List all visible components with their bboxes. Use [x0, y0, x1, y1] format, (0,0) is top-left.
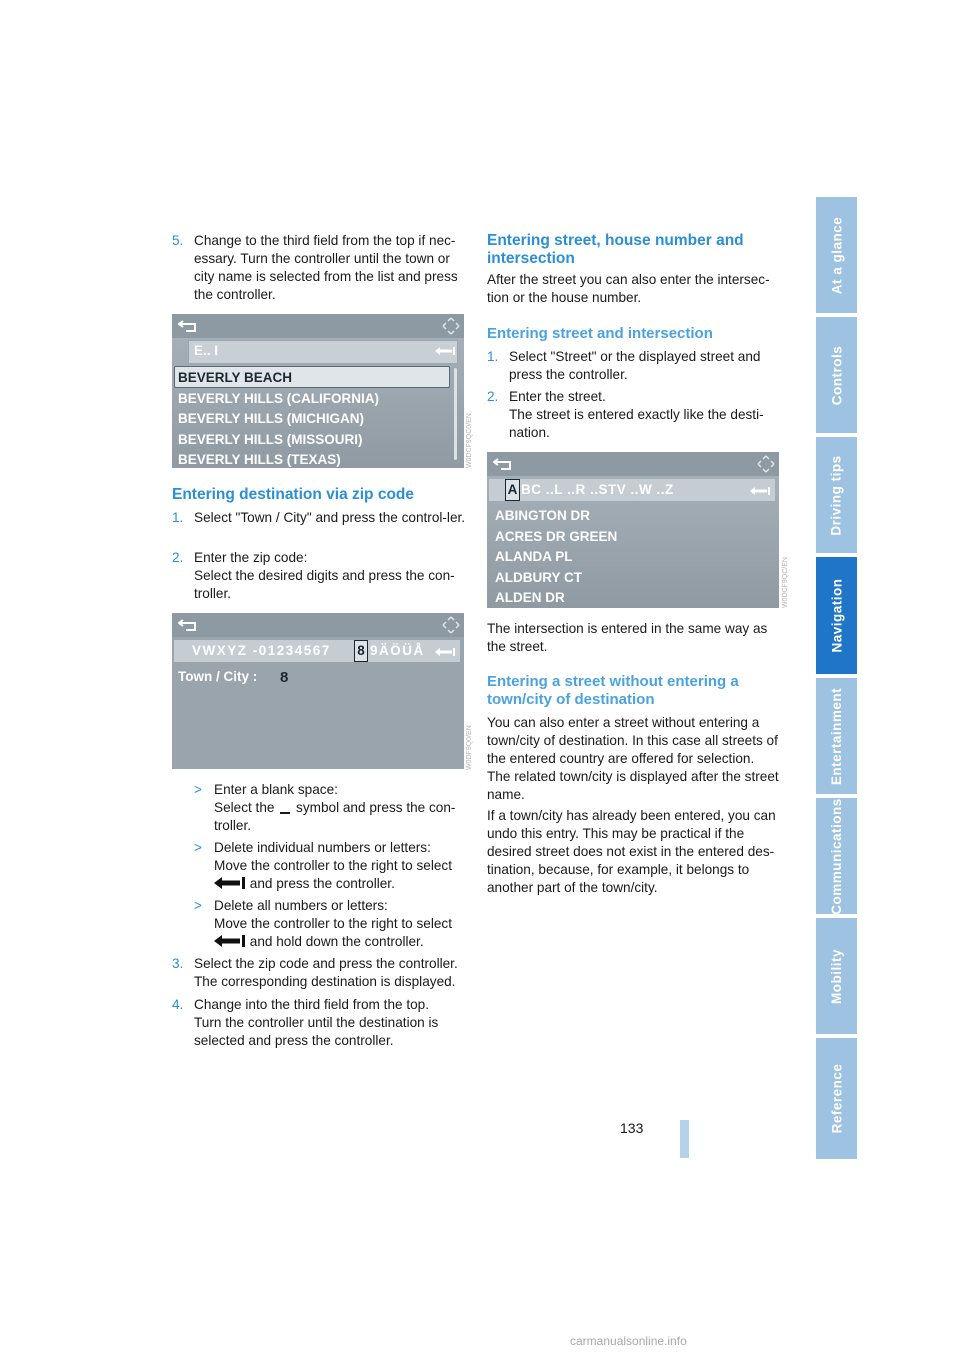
tab-navigation[interactable]: Navigation — [816, 557, 857, 674]
city-list-item[interactable]: BEVERLY HILLS (MICHIGAN) — [178, 411, 365, 426]
city-list-item[interactable]: BEVERLY BEACH — [178, 370, 293, 385]
controller-icon — [757, 455, 775, 473]
screen-top-bar — [487, 452, 779, 476]
street-intro: After the street you can also enter the intersec-tion or the house number. — [487, 272, 770, 305]
paragraph-2: If a town/city has already been entered, you can undo this entry. This may be practical if the desired street does not exist in the entered des-tination, because, for example, it belongs to another part of the town/city. — [487, 808, 776, 895]
city-list-item[interactable]: BEVERLY HILLS (TEXAS) — [178, 452, 341, 467]
step-number: 4. — [172, 997, 184, 1012]
bullet-mark: > — [194, 782, 202, 797]
bullet-mark: > — [194, 840, 202, 855]
step-line: The corresponding destination is displayed. — [194, 974, 456, 989]
bullet-line: Delete individual numbers or letters: — [214, 840, 431, 855]
screen-top-bar — [172, 314, 464, 338]
step-line: Change into the third field from the top. — [194, 997, 430, 1012]
step-line: Enter the zip code: — [194, 550, 308, 565]
zip-step-3 — [172, 955, 468, 991]
step-text: Select "Town / City" and press the control-ler. — [194, 510, 466, 525]
street-list-item[interactable]: ABINGTON DR — [495, 508, 591, 523]
entry-field — [188, 340, 458, 364]
street-step-2 — [487, 388, 781, 442]
screen-top-bar — [172, 613, 464, 637]
step-number: 5. — [172, 233, 184, 248]
street-list-item[interactable]: ALDBURY CT — [495, 569, 582, 585]
bullet-line: Move the controller to the right to select — [214, 858, 453, 873]
bullet-line: and hold down the controller. — [214, 933, 468, 951]
heading-street: Entering street, house number and intersection — [487, 232, 744, 267]
bullet-delete-individual — [194, 839, 468, 893]
step-text: Select "Street" or the displayed street and press the controller. — [509, 349, 761, 382]
step-number: 1. — [172, 510, 184, 525]
screenshot-city-list — [172, 314, 464, 468]
step-line: Select the desired digits and press the con-troller. — [194, 568, 455, 601]
step-number: 3. — [172, 956, 184, 971]
city-list-item[interactable]: BEVERLY HILLS (MISSOURI) — [178, 431, 363, 447]
step-line: Enter the street. — [509, 389, 606, 404]
bullet-mark: > — [194, 898, 202, 913]
entry-text: E.. I — [194, 343, 219, 358]
speller-characters[interactable]: BC ..L ..R ..STV ..W ..Z — [521, 482, 674, 497]
screenshot-zip-entry — [172, 613, 464, 769]
step-line: Select the zip code and press the controller. — [194, 956, 458, 971]
delete-arrow-icon — [214, 877, 246, 889]
bullet-blank-space — [194, 781, 468, 835]
street-list-item[interactable]: ALDEN DR — [495, 590, 565, 605]
controller-icon — [442, 616, 460, 634]
back-arrow-icon — [178, 618, 198, 632]
controller-icon — [442, 317, 460, 335]
screenshot-street-list — [487, 452, 779, 608]
step-line: Turn the controller until the destination is selected and press the controller. — [194, 1015, 439, 1048]
heading-zip: Entering destination via zip code — [172, 486, 415, 503]
tab-at-a-glance[interactable]: At a glance — [816, 197, 857, 313]
street-list-item[interactable]: ACRES DR GREEN — [495, 528, 618, 544]
tab-controls[interactable]: Controls — [816, 317, 857, 433]
step-5 — [172, 232, 468, 304]
paragraph-1: You can also enter a street without entering a town/city of destination. In this case all streets of the entered country are offered for selection. The related town/city is displayed after the street name. — [487, 715, 779, 802]
intersection-note: The intersection is entered in the same way as the street. — [487, 621, 768, 654]
selected-character[interactable]: 8 — [354, 640, 368, 662]
step-number: 2. — [172, 550, 184, 565]
scrollbar[interactable] — [454, 368, 457, 460]
image-code: W0DCF9QC0/EN — [466, 413, 473, 468]
street-list-item[interactable]: ALANDA PL — [495, 549, 573, 564]
bullet-delete-all — [194, 897, 468, 951]
bullet-line: Delete all numbers or letters: — [214, 898, 388, 913]
delete-arrow-icon — [214, 935, 246, 947]
field-value: 8 — [280, 669, 289, 686]
page-number: 133 — [620, 1120, 644, 1136]
footer-watermark: carmanualsonline.info — [570, 1334, 687, 1348]
underscore-icon — [280, 812, 290, 814]
zip-step-2 — [172, 549, 468, 603]
image-code: W0DF9Q0/EN — [466, 725, 473, 770]
bullet-line: Move the controller to the right to select — [214, 916, 453, 931]
step-line: The street is entered exactly like the desti-nation. — [509, 407, 764, 440]
speller-characters-rest[interactable]: 9ÄÖÜÅ — [370, 643, 425, 658]
bullet-line: Select the symbol and press the con-troller. — [214, 800, 456, 833]
tab-reference[interactable]: Reference — [816, 1038, 857, 1159]
tab-mobility[interactable]: Mobility — [816, 918, 857, 1034]
bullet-line: Enter a blank space: — [214, 782, 338, 797]
bullet-line: and press the controller. — [214, 875, 468, 893]
back-arrow-icon — [493, 457, 513, 471]
step-number: 1. — [487, 349, 499, 364]
tab-communications[interactable]: Communications — [816, 798, 857, 914]
image-code: W0DCF9QC/EN — [782, 557, 789, 608]
delete-arrow-icon — [434, 647, 456, 657]
street-step-1 — [487, 348, 781, 384]
step-number: 2. — [487, 389, 499, 404]
step-text: Change to the third field from the top if nec-essary. Turn the controller until the town or city name is selected from the list and press the controller. — [194, 233, 458, 302]
subheading-street-without-town: Entering a street without entering a town/city of destination — [487, 673, 739, 708]
tab-entertainment[interactable]: Entertainment — [816, 678, 857, 794]
delete-arrow-icon — [434, 346, 456, 356]
selected-character[interactable]: A — [505, 479, 520, 501]
delete-arrow-icon — [749, 486, 771, 496]
zip-step-4 — [172, 996, 468, 1050]
back-arrow-icon — [178, 319, 198, 333]
speller-characters[interactable]: VWXYZ -01234567 — [192, 643, 331, 658]
tab-driving-tips[interactable]: Driving tips — [816, 437, 857, 553]
city-list-item[interactable]: BEVERLY HILLS (CALIFORNIA) — [178, 390, 380, 406]
subheading-street-intersection: Entering street and intersection — [487, 325, 713, 342]
zip-step-1 — [172, 509, 468, 527]
field-label: Town / City : — [178, 669, 258, 684]
page-marker — [680, 1120, 689, 1158]
